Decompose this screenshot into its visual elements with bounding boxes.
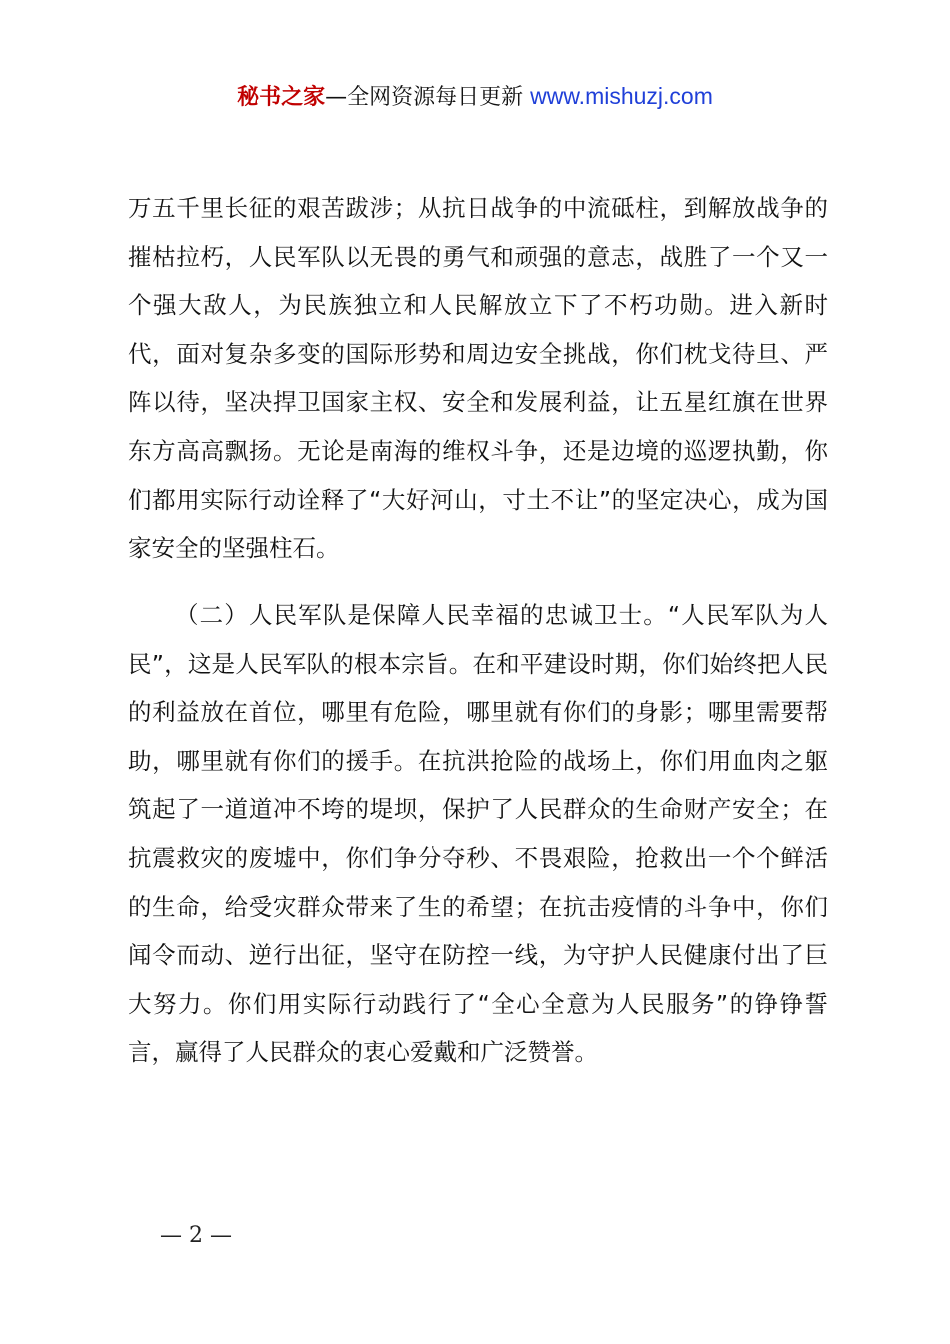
brand-name: 秘书之家 [237, 85, 326, 110]
header-tagline: —全网资源每日更新 [325, 85, 524, 110]
body-paragraph-1: 万五千里长征的艰苦跋涉；从抗日战争的中流砥柱，到解放战争的摧枯拉朽，人民军队以无畏的勇气和顽强的意志，战胜了一个又一个强大敌人，为民族独立和人民解放立下了不朽功勋。进入新时代，面对复杂多变的国际形势和周边安全挑战，你们枕戈待旦、严阵以待，坚决捍卫国家主权、安全和发展利益，让五星红旗在世界东方高高飘扬。无论是南海的维权斗争，还是边境的巡逻执勤，你们都用实际行动诠释了“大好河山，寸土不让”的坚定决心，成为国家安全的坚强柱石。 [128, 194, 828, 563]
page-number: — 2 — [160, 1223, 232, 1248]
body-paragraph-2: （二）人民军队是保障人民幸福的忠诚卫士。“人民军队为人民”，这是人民军队的根本宗旨。在和平建设时期，你们始终把人民的利益放在首位，哪里有危险，哪里就有你们的身影；哪里需要帮助，哪里就有你们的援手。在抗洪抢险的战场上，你们用血肉之躯筑起了一道道冲不垮的堤坝，保护了人民群众的生命财产安全；在抗震救灾的废墟中，你们争分夺秒、不畏艰险，抢救出一个个鲜活的生命，给受灾群众带来了生的希望；在抗击疫情的斗争中，你们闻令而动、逆行出征，坚守在防控一线，为守护人民健康付出了巨大努力。你们用实际行动践行了“全心全意为人民服务”的铮铮誓言，赢得了人民群众的衷心爱戴和广泛赞誉。 [128, 601, 828, 1067]
page-header [0, 80, 950, 114]
site-url-link[interactable]: www.mishuzj.com [530, 83, 713, 109]
